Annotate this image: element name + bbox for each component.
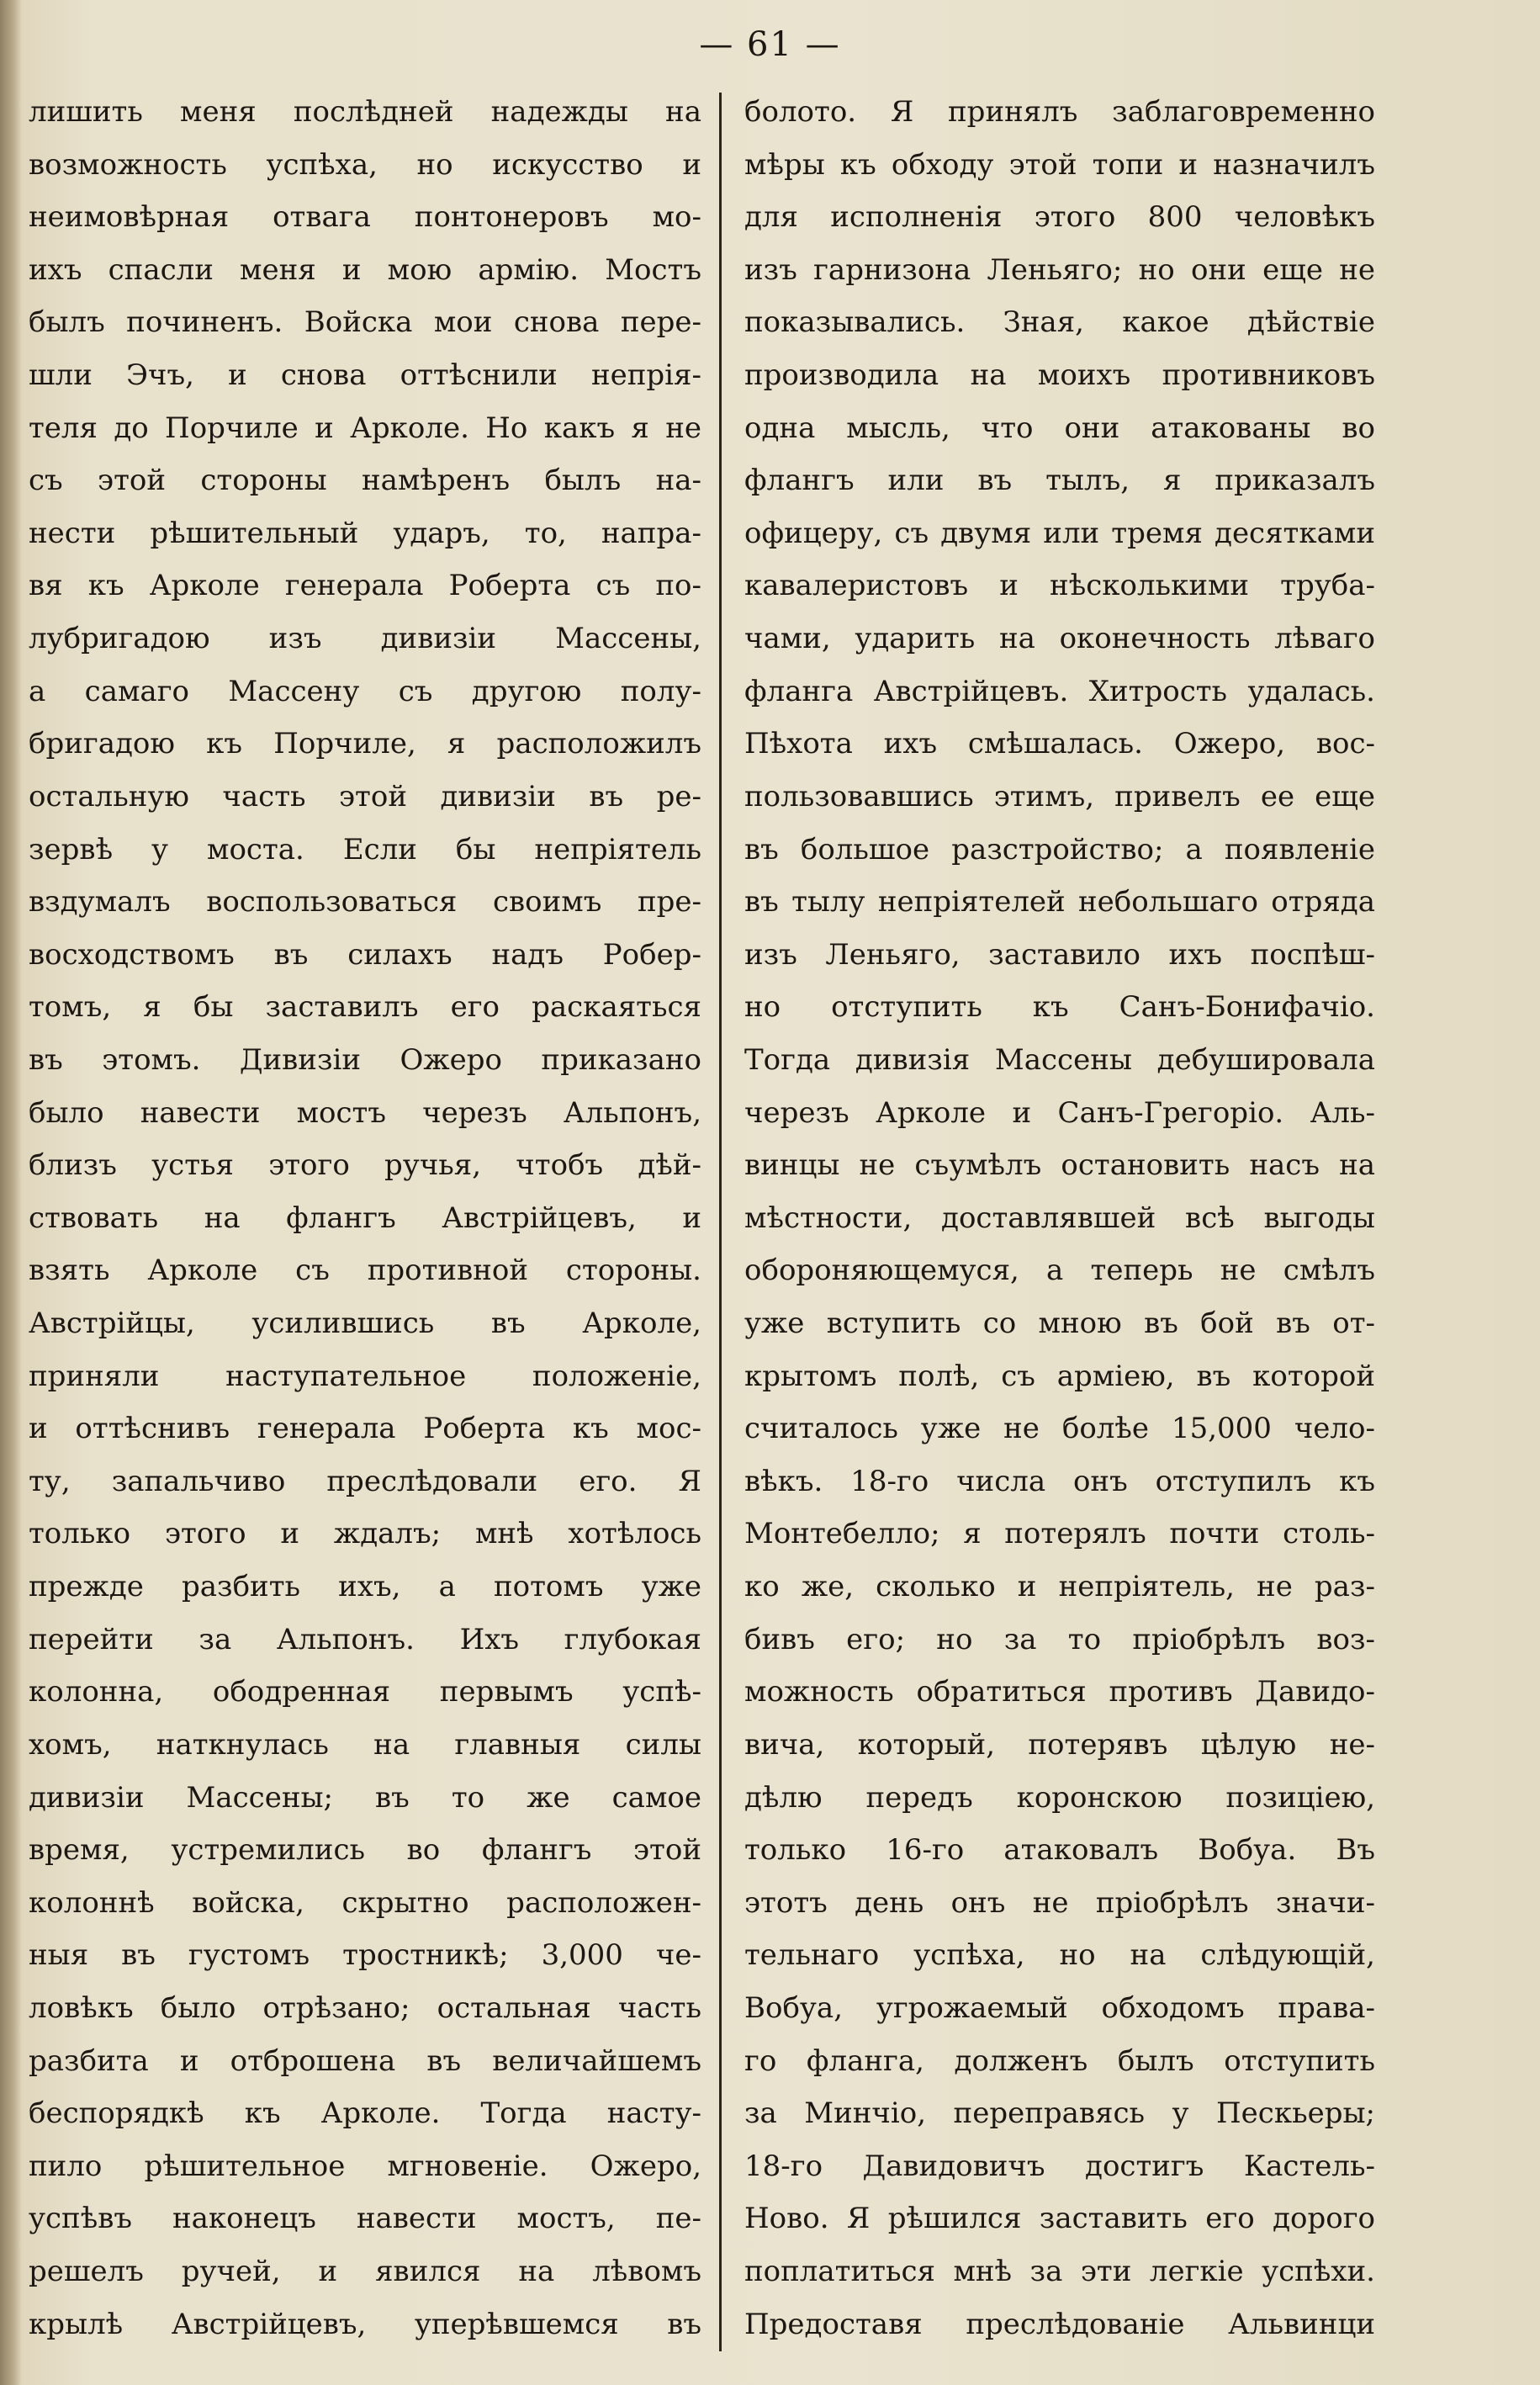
text-line: былъ починенъ. Войска мои снова пере- xyxy=(29,305,701,340)
text-line: ствовать на флангъ Австрійцевъ, и xyxy=(29,1200,701,1235)
text-line: только 16-го атаковалъ Вобуа. Въ xyxy=(744,1833,1375,1868)
text-line: фланга Австрійцевъ. Хитрость удалась. xyxy=(744,674,1375,708)
text-line: за Минчіо, переправясь у Пескьеры; xyxy=(744,2096,1375,2131)
text-line: въ большое разстройство; а появленіе xyxy=(744,832,1375,867)
text-line: вича, который, потерявъ цѣлую не- xyxy=(744,1727,1375,1762)
text-line: изъ Леньяго, заставило ихъ поспѣш- xyxy=(744,937,1375,972)
text-line: черезъ Арколе и Санъ-Грегоріо. Аль- xyxy=(744,1095,1375,1130)
text-line: теля до Порчиле и Арколе. Но какъ я не xyxy=(29,411,701,445)
text-line: дивизіи Массены; въ то же самое xyxy=(29,1780,701,1815)
text-line: Ново. Я рѣшился заставить его дорого xyxy=(744,2202,1375,2236)
text-line: съ этой стороны намѣренъ былъ на- xyxy=(29,464,701,498)
text-line: томъ, я бы заставилъ его раскаяться xyxy=(29,990,701,1025)
text-line: а самаго Массену съ другою полу- xyxy=(29,674,701,708)
text-line: было навести мостъ черезъ Альпонъ, xyxy=(29,1095,701,1130)
text-line: неимовѣрная отвага понтонеровъ мо- xyxy=(29,200,701,235)
text-line: этотъ день онъ не пріобрѣлъ значи- xyxy=(744,1885,1375,1920)
left-text-column xyxy=(29,91,701,2345)
text-line: вѣкъ. 18-го числа онъ отступилъ къ xyxy=(744,1464,1375,1498)
text-line: офицеру, съ двумя или тремя десятками xyxy=(744,516,1375,550)
text-line: Монтебелло; я потерялъ почти столь- xyxy=(744,1517,1375,1551)
text-line: беспорядкѣ къ Арколе. Тогда насту- xyxy=(29,2096,701,2131)
text-line: Тогда дивизія Массены дебушировала xyxy=(744,1042,1375,1077)
text-line: одна мысль, что они атакованы во xyxy=(744,411,1375,445)
text-line: лишить меня послѣдней надежды на xyxy=(29,95,701,129)
text-line: нести рѣшительный ударъ, то, напра- xyxy=(29,516,701,550)
text-line: пользовавшись этимъ, привелъ ее еще xyxy=(744,779,1375,814)
text-line: винцы не съумѣлъ остановить насъ на xyxy=(744,1148,1375,1183)
text-line: Предоставя преслѣдованіе Альвинци xyxy=(744,2307,1375,2341)
text-line: шли Эчъ, и снова оттѣснили непрія- xyxy=(29,358,701,393)
text-line: близъ устья этого ручья, чтобъ дѣй- xyxy=(29,1148,701,1183)
text-line: бивъ его; но за то пріобрѣлъ воз- xyxy=(744,1622,1375,1656)
text-line: крылѣ Австрійцевъ, уперѣвшемся въ xyxy=(29,2307,701,2341)
text-line: для исполненія этого 800 человѣкъ xyxy=(744,200,1375,235)
text-line: ко же, сколько и непріятель, не раз- xyxy=(744,1570,1375,1604)
text-line: считалось уже не болѣе 15,000 чело- xyxy=(744,1412,1375,1446)
text-line: и оттѣснивъ генерала Роберта къ мос- xyxy=(29,1412,701,1446)
text-line: хомъ, наткнулась на главныя силы xyxy=(29,1727,701,1762)
text-line: только этого и ждалъ; мнѣ хотѣлось xyxy=(29,1517,701,1551)
text-line: восходствомъ въ силахъ надъ Робер- xyxy=(29,937,701,972)
page-spine-shadow xyxy=(0,0,22,2385)
text-line: возможность успѣха, но искусство и xyxy=(29,147,701,182)
text-line: ту, запальчиво преслѣдовали его. Я xyxy=(29,1464,701,1498)
text-line: го фланга, долженъ былъ отступить xyxy=(744,2043,1375,2078)
text-line: производила на моихъ противниковъ xyxy=(744,358,1375,393)
text-line: бригадою къ Порчиле, я расположилъ xyxy=(29,727,701,761)
right-text-column xyxy=(744,91,1375,2345)
text-line: вздумалъ воспользоваться своимъ пре- xyxy=(29,885,701,920)
text-line: ихъ спасли меня и мою армію. Мостъ xyxy=(29,252,701,287)
text-line: Пѣхота ихъ смѣшалась. Ожеро, вос- xyxy=(744,727,1375,761)
text-line: 18-го Давидовичъ достигъ Кастель- xyxy=(744,2149,1375,2183)
text-line: колонна, ободренная первымъ успѣ- xyxy=(29,1675,701,1709)
text-line: изъ гарнизона Леньяго; но они еще не xyxy=(744,252,1375,287)
text-line: зервѣ у моста. Если бы непріятель xyxy=(29,832,701,867)
text-line: пило рѣшительное мгновеніе. Ожеро, xyxy=(29,2149,701,2183)
text-line: въ тылу непріятелей небольшаго отряда xyxy=(744,885,1375,920)
text-line: ныя въ густомъ тростникѣ; 3,000 че- xyxy=(29,1938,701,1973)
text-line: показывались. Зная, какое дѣйствіе xyxy=(744,305,1375,340)
text-line: въ этомъ. Дивизіи Ожеро приказано xyxy=(29,1042,701,1077)
text-line: Австрійцы, усилившись въ Арколе, xyxy=(29,1306,701,1341)
column-divider xyxy=(719,93,722,2351)
text-line: тельнаго успѣха, но на слѣдующій, xyxy=(744,1938,1375,1973)
text-line: можность обратиться противъ Давидо- xyxy=(744,1675,1375,1709)
text-line: но отступить къ Санъ-Бонифачіо. xyxy=(744,990,1375,1025)
text-line: перейти за Альпонъ. Ихъ глубокая xyxy=(29,1622,701,1656)
text-line: взять Арколе съ противной стороны. xyxy=(29,1253,701,1288)
text-line: колоннѣ войска, скрытно расположен- xyxy=(29,1885,701,1920)
text-line: кавалеристовъ и нѣсколькими труба- xyxy=(744,569,1375,603)
text-line: остальную часть этой дивизіи въ ре- xyxy=(29,779,701,814)
text-line: лубригадою изъ дивизіи Массены, xyxy=(29,622,701,656)
text-line: уже вступить со мною въ бой въ от- xyxy=(744,1306,1375,1341)
text-line: разбита и отброшена въ величайшемъ xyxy=(29,2043,701,2078)
page-number: — 61 — xyxy=(699,25,841,64)
text-line: обороняющемуся, а теперь не смѣлъ xyxy=(744,1253,1375,1288)
text-line: ловѣкъ было отрѣзано; остальная часть xyxy=(29,1990,701,2025)
text-line: Вобуа, угрожаемый обходомъ права- xyxy=(744,1990,1375,2025)
text-line: вя къ Арколе генерала Роберта съ по- xyxy=(29,569,701,603)
text-line: крытомъ полѣ, съ арміею, въ которой xyxy=(744,1359,1375,1393)
text-line: прежде разбить ихъ, а потомъ уже xyxy=(29,1570,701,1604)
text-line: мѣстности, доставлявшей всѣ выгоды xyxy=(744,1200,1375,1235)
text-line: чами, ударить на оконечность лѣваго xyxy=(744,622,1375,656)
text-line: мѣры къ обходу этой топи и назначилъ xyxy=(744,147,1375,182)
text-line: решелъ ручей, и явился на лѣвомъ xyxy=(29,2254,701,2288)
text-line: дѣлю передъ коронскою позиціею, xyxy=(744,1780,1375,1815)
text-line: успѣвъ наконецъ навести мостъ, пе- xyxy=(29,2202,701,2236)
text-line: приняли наступательное положеніе, xyxy=(29,1359,701,1393)
text-line: время, устремились во флангъ этой xyxy=(29,1833,701,1868)
text-line: флангъ или въ тылъ, я приказалъ xyxy=(744,464,1375,498)
text-line: болото. Я принялъ заблаговременно xyxy=(744,95,1375,129)
text-line: поплатиться мнѣ за эти легкіе успѣхи. xyxy=(744,2254,1375,2288)
